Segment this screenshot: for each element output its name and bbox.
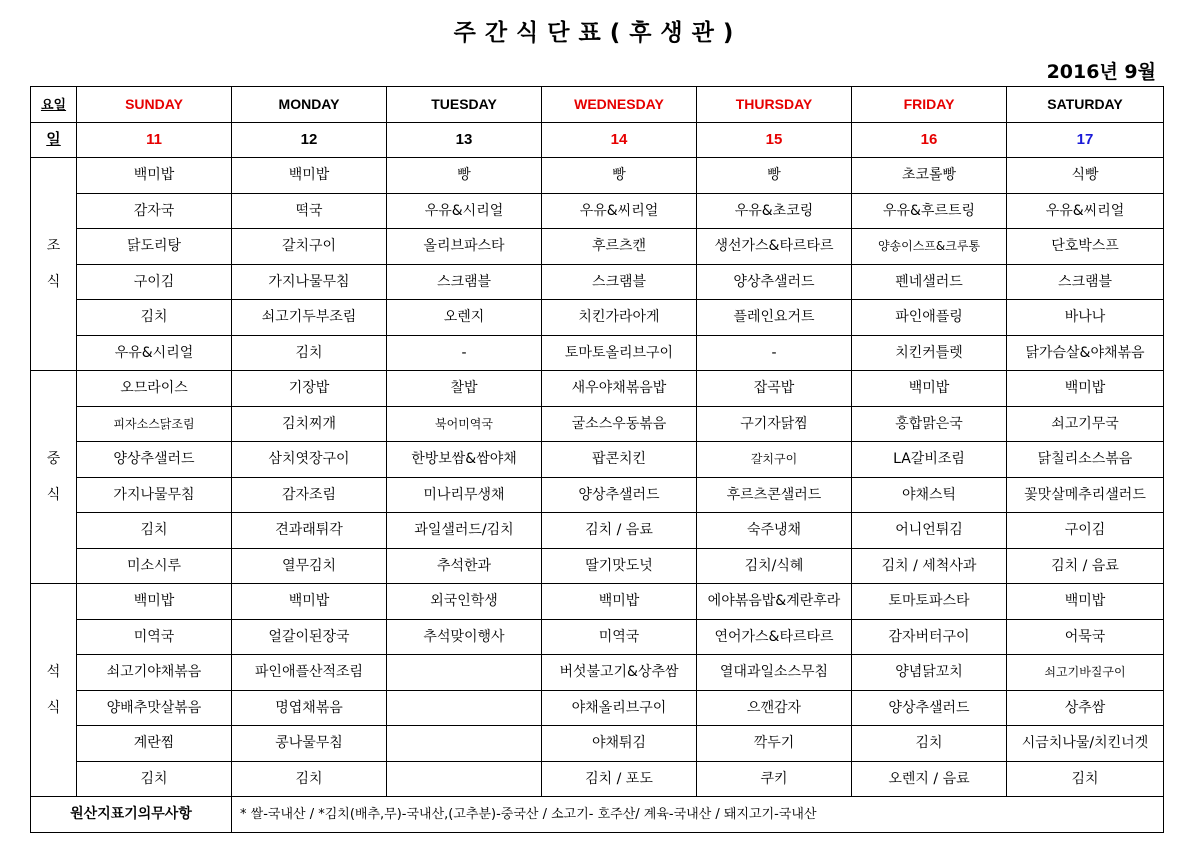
breakfast-row [31, 193, 1164, 229]
lunch-label-char: 식 [46, 487, 61, 503]
breakfast-label-char: 조 [46, 238, 61, 254]
menu-item: 야채스틱 [852, 477, 1007, 513]
lunch-label-char: 중 [46, 451, 61, 467]
menu-item: 딸기맛도넛 [542, 548, 697, 584]
date-12: 12 [232, 122, 387, 158]
menu-item: 우유&씨리얼 [542, 193, 697, 229]
menu-item: 연어가스&타르타르 [697, 619, 852, 655]
menu-item: 한방보쌈&쌈야채 [387, 442, 542, 478]
menu-item: 과일샐러드/김치 [387, 513, 542, 549]
menu-item: 우유&후르트링 [852, 193, 1007, 229]
menu-item: 상추쌈 [1007, 690, 1164, 726]
origin-label: 원산지표기의무사항 [31, 797, 232, 833]
menu-item: 후르츠캔 [542, 229, 697, 265]
breakfast-label [31, 158, 77, 371]
menu-item: 양상추샐러드 [77, 442, 232, 478]
menu-item: 쇠고기두부조림 [232, 300, 387, 336]
origin-text: * 쌀-국내산 / *김치(배추,무)-국내산,(고추분)-중국산 / 소고기- 호주산/ 계육-국내산 / 돼지고기-국내산 [232, 797, 1164, 833]
menu-item: 김치/식혜 [697, 548, 852, 584]
menu-item: 쇠고기무국 [1007, 406, 1164, 442]
menu-item: 초코롤빵 [852, 158, 1007, 194]
menu-item: 김치 / 음료 [1007, 548, 1164, 584]
menu-item: 양상추샐러드 [697, 264, 852, 300]
menu-item: 계란찜 [77, 726, 232, 762]
day-label: 일 [31, 122, 77, 158]
menu-item: 삼치엿장구이 [232, 442, 387, 478]
menu-item [387, 761, 542, 797]
menu-item: 백미밥 [542, 584, 697, 620]
menu-item: 백미밥 [77, 158, 232, 194]
menu-item: 콩나물무침 [232, 726, 387, 762]
menu-item: 감자국 [77, 193, 232, 229]
menu-item: LA갈비조림 [852, 442, 1007, 478]
lunch-row [31, 371, 1164, 407]
menu-item: 백미밥 [1007, 584, 1164, 620]
date-11: 11 [77, 122, 232, 158]
menu-item: 생선가스&타르타르 [697, 229, 852, 265]
date-13: 13 [387, 122, 542, 158]
breakfast-row [31, 229, 1164, 265]
menu-item: 갈치구이 [697, 442, 852, 478]
menu-item: 파인애플산적조림 [232, 655, 387, 691]
menu-item: 플레인요거트 [697, 300, 852, 336]
weekday-tuesday: TUESDAY [387, 87, 542, 123]
menu-item: 미역국 [77, 619, 232, 655]
date-14: 14 [542, 122, 697, 158]
menu-item: 견과래튀각 [232, 513, 387, 549]
menu-item: 식빵 [1007, 158, 1164, 194]
menu-item: 추석맞이행사 [387, 619, 542, 655]
menu-item: 감자조림 [232, 477, 387, 513]
menu-item: 새우야채볶음밥 [542, 371, 697, 407]
menu-item: 파인애플링 [852, 300, 1007, 336]
menu-item: 꽃맛살메추리샐러드 [1007, 477, 1164, 513]
menu-item: 야채올리브구이 [542, 690, 697, 726]
menu-item: 숙주냉채 [697, 513, 852, 549]
menu-item: 김치 / 포도 [542, 761, 697, 797]
menu-item: 김치 / 음료 [542, 513, 697, 549]
menu-item: 열무김치 [232, 548, 387, 584]
menu-item: 단호박스프 [1007, 229, 1164, 265]
menu-item: 추석한과 [387, 548, 542, 584]
menu-item: 외국인학생 [387, 584, 542, 620]
menu-item: 얼갈이된장국 [232, 619, 387, 655]
dinner-row [31, 690, 1164, 726]
menu-item: 피자소스닭조림 [77, 406, 232, 442]
dinner-row [31, 584, 1164, 620]
menu-item: - [697, 335, 852, 371]
menu-item: 야채튀김 [542, 726, 697, 762]
menu-item: 어묵국 [1007, 619, 1164, 655]
menu-item: 김치 [232, 335, 387, 371]
menu-item: 가지나물무침 [232, 264, 387, 300]
menu-item: 빵 [387, 158, 542, 194]
weekday-label: 요일 [31, 87, 77, 123]
menu-item: 오렌지 / 음료 [852, 761, 1007, 797]
lunch-row [31, 513, 1164, 549]
menu-item: 굴소스우동볶음 [542, 406, 697, 442]
weekday-wednesday: WEDNESDAY [542, 87, 697, 123]
dinner-row [31, 761, 1164, 797]
menu-item: 열대과일소스무침 [697, 655, 852, 691]
menu-item: 치킨커틀렛 [852, 335, 1007, 371]
menu-item: 김치 [77, 513, 232, 549]
menu-item: 버섯불고기&상추쌈 [542, 655, 697, 691]
menu-item: 미역국 [542, 619, 697, 655]
menu-item: 올리브파스타 [387, 229, 542, 265]
menu-item: 쇠고기야채볶음 [77, 655, 232, 691]
breakfast-row [31, 158, 1164, 194]
breakfast-row [31, 264, 1164, 300]
menu-item: 에야볶음밥&계란후라 [697, 584, 852, 620]
weekly-menu-table [30, 86, 1164, 833]
menu-item: 펜네샐러드 [852, 264, 1007, 300]
weekday-friday: FRIDAY [852, 87, 1007, 123]
menu-item: 치킨가라아게 [542, 300, 697, 336]
menu-item: 닭도리탕 [77, 229, 232, 265]
breakfast-label-char: 식 [46, 274, 61, 290]
date-17: 17 [1007, 122, 1164, 158]
menu-item: 깍두기 [697, 726, 852, 762]
menu-item: 찰밥 [387, 371, 542, 407]
menu-item: 구기자닭찜 [697, 406, 852, 442]
menu-item: 가지나물무침 [77, 477, 232, 513]
menu-item: 토마토올리브구이 [542, 335, 697, 371]
menu-item: 바나나 [1007, 300, 1164, 336]
menu-item: 갈치구이 [232, 229, 387, 265]
menu-item: 우유&초코링 [697, 193, 852, 229]
menu-item: 스크램블 [1007, 264, 1164, 300]
dinner-label-char: 석 [46, 664, 61, 680]
menu-item: 잡곡밥 [697, 371, 852, 407]
menu-item: 김치 / 세척사과 [852, 548, 1007, 584]
menu-item: 스크램블 [542, 264, 697, 300]
lunch-row [31, 406, 1164, 442]
menu-item: 떡국 [232, 193, 387, 229]
menu-item: 양상추샐러드 [852, 690, 1007, 726]
menu-item: 빵 [697, 158, 852, 194]
date-16: 16 [852, 122, 1007, 158]
menu-item: 어니언튀김 [852, 513, 1007, 549]
menu-item: 으깬감자 [697, 690, 852, 726]
menu-item: 구이김 [77, 264, 232, 300]
menu-item: 닭가슴살&야채볶음 [1007, 335, 1164, 371]
dinner-row [31, 655, 1164, 691]
menu-item: 미나리무생채 [387, 477, 542, 513]
menu-item: 홍합맑은국 [852, 406, 1007, 442]
menu-item: 백미밥 [852, 371, 1007, 407]
menu-item: 후르츠콘샐러드 [697, 477, 852, 513]
menu-item: 팝콘치킨 [542, 442, 697, 478]
menu-item: 양배추맛살볶음 [77, 690, 232, 726]
lunch-row [31, 548, 1164, 584]
menu-item: 김치찌개 [232, 406, 387, 442]
menu-item: 오렌지 [387, 300, 542, 336]
menu-item: 김치 [232, 761, 387, 797]
weekday-thursday: THURSDAY [697, 87, 852, 123]
page-title: 주간식단표(후생관) [453, 20, 743, 46]
menu-item: 우유&씨리얼 [1007, 193, 1164, 229]
menu-item: 쇠고기바질구이 [1007, 655, 1164, 691]
menu-item: 감자버터구이 [852, 619, 1007, 655]
menu-item: 양념닭꼬치 [852, 655, 1007, 691]
menu-item: 오므라이스 [77, 371, 232, 407]
menu-month: 2016년 9월 [1046, 61, 1156, 83]
menu-item: 우유&시리얼 [77, 335, 232, 371]
breakfast-row [31, 300, 1164, 336]
menu-item: 시금치나물/치킨너겟 [1007, 726, 1164, 762]
menu-item: 북어미역국 [387, 406, 542, 442]
menu-item: 백미밥 [232, 158, 387, 194]
menu-item: 백미밥 [77, 584, 232, 620]
menu-item: 닭칠리소스볶음 [1007, 442, 1164, 478]
menu-item: 양상추샐러드 [542, 477, 697, 513]
menu-item: 김치 [77, 761, 232, 797]
lunch-label [31, 371, 77, 584]
origin-row [31, 797, 1164, 833]
menu-item [387, 655, 542, 691]
menu-item: 구이김 [1007, 513, 1164, 549]
weekday-row [31, 87, 1164, 123]
menu-item [387, 726, 542, 762]
menu-item: 기장밥 [232, 371, 387, 407]
menu-item: 명엽채볶음 [232, 690, 387, 726]
dinner-row [31, 619, 1164, 655]
menu-item: 김치 [1007, 761, 1164, 797]
date-15: 15 [697, 122, 852, 158]
menu-item: 스크램블 [387, 264, 542, 300]
menu-item [387, 690, 542, 726]
menu-item: 김치 [77, 300, 232, 336]
menu-item: 쿠키 [697, 761, 852, 797]
menu-item: 백미밥 [232, 584, 387, 620]
menu-item: - [387, 335, 542, 371]
menu-item: 토마토파스타 [852, 584, 1007, 620]
dinner-row [31, 726, 1164, 762]
menu-item: 빵 [542, 158, 697, 194]
menu-item: 미소시루 [77, 548, 232, 584]
dinner-label [31, 584, 77, 797]
dinner-label-char: 식 [46, 700, 61, 716]
lunch-row [31, 477, 1164, 513]
menu-item: 양송이스프&크루통 [852, 229, 1007, 265]
breakfast-row [31, 335, 1164, 371]
weekday-sunday: SUNDAY [77, 87, 232, 123]
weekday-monday: MONDAY [232, 87, 387, 123]
weekday-saturday: SATURDAY [1007, 87, 1164, 123]
date-row [31, 122, 1164, 158]
menu-item: 우유&시리얼 [387, 193, 542, 229]
lunch-row [31, 442, 1164, 478]
menu-item: 백미밥 [1007, 371, 1164, 407]
menu-item: 김치 [852, 726, 1007, 762]
